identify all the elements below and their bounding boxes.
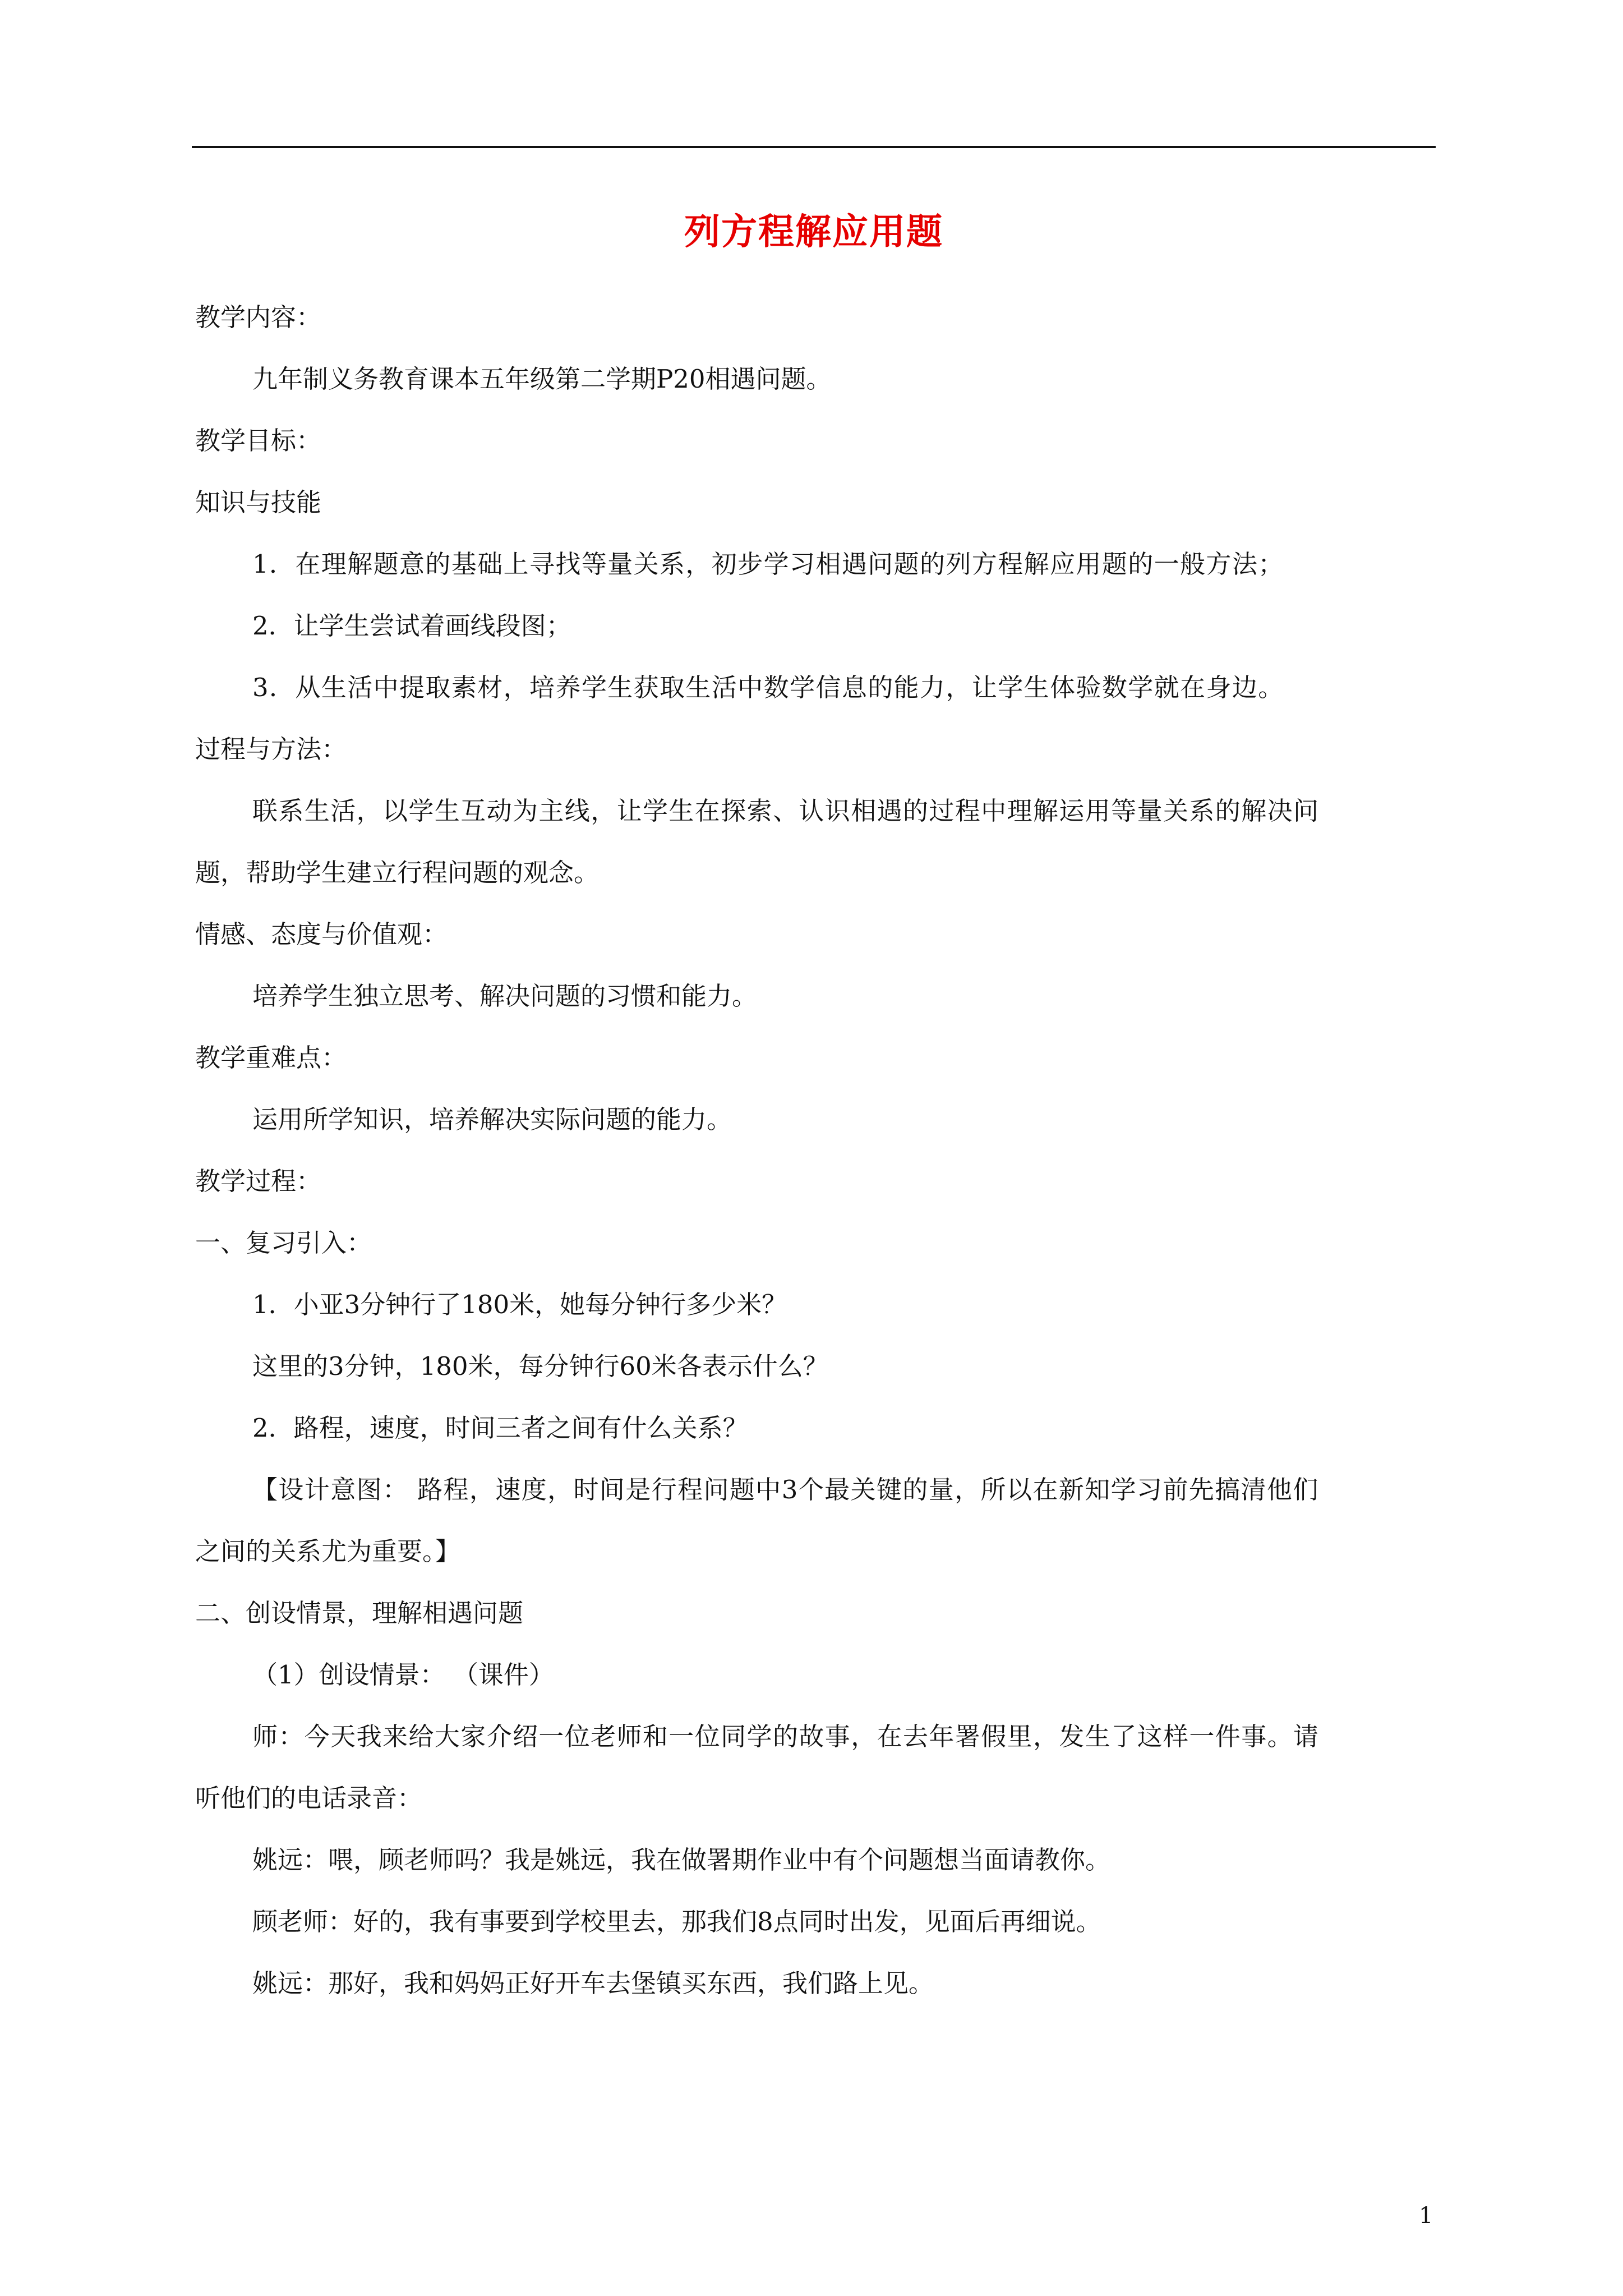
teacher-dialogue-line-2: 听他们的电话录音： — [195, 1783, 423, 1813]
heading-teaching-content: 教学内容： — [195, 302, 322, 332]
heading-teaching-goals: 教学目标： — [195, 426, 322, 455]
heading-emotion-values: 情感、态度与价值观： — [195, 919, 448, 949]
heading-teaching-process: 教学过程： — [195, 1166, 322, 1196]
paragraph-process-line-2: 题，帮助学生建立行程问题的观念。 — [195, 858, 600, 887]
heading-knowledge-skills: 知识与技能 — [195, 487, 322, 517]
heading-process-method: 过程与方法： — [195, 734, 347, 764]
design-intent-line-2: 之间的关系尤为重要。】 — [195, 1536, 460, 1566]
review-question: 这里的3分钟，180米，每分钟行60米各表示什么？ — [252, 1351, 828, 1381]
review-item-1: 1．小亚3分钟行了180米，她每分钟行多少米？ — [252, 1290, 787, 1319]
design-intent-line-1: 【设计意图： 路程，速度，时间是行程问题中3个最关键的量，所以在新知学习前先搞清他们 — [252, 1475, 1319, 1504]
page-number: 1 — [1419, 2203, 1433, 2229]
teacher-dialogue-line-1: 师：今天我来给大家介绍一位老师和一位同学的故事，在去年署假里，发生了这样一件事。请 — [252, 1722, 1320, 1751]
section-create-scenario: 二、创设情景，理解相遇问题 — [195, 1598, 524, 1628]
paragraph-emotion: 培养学生独立思考、解决问题的习惯和能力。 — [252, 981, 758, 1011]
section-review-intro: 一、复习引入： — [195, 1228, 372, 1258]
goal-item-1: 1．在理解题意的基础上寻找等量关系，初步学习相遇问题的列方程解应用题的一般方法； — [252, 549, 1284, 579]
dialogue-yaoyuan-2: 姚远：那好，我和妈妈正好开车去堡镇买东西，我们路上见。 — [252, 1968, 934, 1998]
review-item-2: 2．路程，速度，时间三者之间有什么关系？ — [252, 1413, 748, 1443]
dialogue-teacher-gu: 顾老师：好的，我有事要到学校里去，那我们8点同时出发，见面后再细说。 — [252, 1907, 1101, 1936]
heading-key-difficulties: 教学重难点： — [195, 1043, 347, 1073]
document-title: 列方程解应用题 — [684, 211, 943, 253]
dialogue-yaoyuan-1: 姚远：喂，顾老师吗？我是姚远，我在做署期作业中有个问题想当面请教你。 — [252, 1845, 1111, 1875]
scenario-step-1: （1）创设情景： （课件） — [252, 1660, 554, 1690]
paragraph-process-line-1: 联系生活，以学生互动为主线，让学生在探索、认识相遇的过程中理解运用等量关系的解决问 — [252, 796, 1320, 826]
goal-item-3: 3．从生活中提取素材，培养学生获取生活中数学信息的能力，让学生体验数学就在身边。 — [252, 673, 1284, 702]
paragraph-content-detail: 九年制义务教育课本五年级第二学期P20相遇问题。 — [252, 364, 832, 394]
goal-item-2: 2．让学生尝试着画线段图； — [252, 611, 571, 641]
header-rule — [192, 146, 1436, 148]
paragraph-key-difficulties: 运用所学知识，培养解决实际问题的能力。 — [252, 1105, 732, 1134]
